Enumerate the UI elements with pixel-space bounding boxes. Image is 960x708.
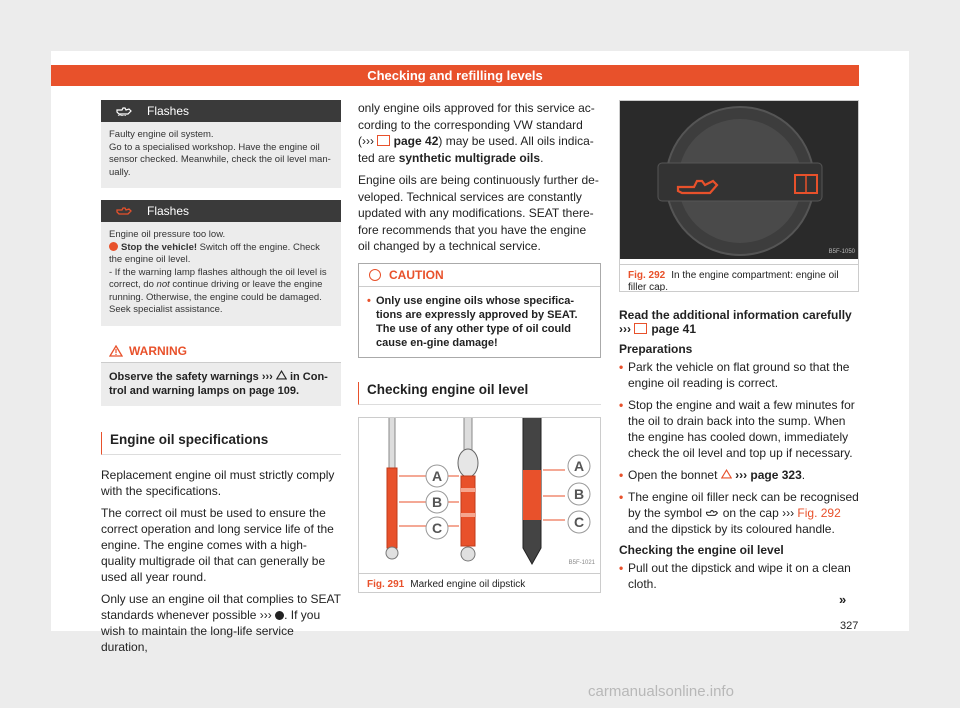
figure-code: B5F-1050 (828, 249, 855, 255)
caution-title: CAUTION (389, 267, 444, 282)
box1-line-1: Faulty engine oil system. (109, 129, 214, 140)
box1-line-2: Go to a specialised workshop. Have the engine oil sensor checked. Meanwhile, check the oil level man-ually. (109, 141, 331, 178)
column-3 (619, 100, 859, 598)
label-c-right: C (573, 513, 585, 530)
figure-caption: Fig. 292 In the engine compartment: engine oil filler cap. (620, 264, 858, 292)
continued-marker: » (839, 592, 847, 607)
figure-oil-cap (619, 100, 859, 292)
paragraph: Engine oils are being continuously further de-veloped. Technical services are constantly updated with any modifications. SEAT there-fore recommends that you have the engine oil changed by a technical service. (358, 173, 599, 253)
label-c-left: C (431, 519, 443, 536)
list-item: • The engine oil filler neck can be recognised by the symbol on the cap ››› Fig. 292 and the dipstick by its coloured handle. (619, 490, 859, 536)
book-icon (377, 135, 390, 146)
list-item: • Park the vehicle on flat ground so that the engine oil reading is correct. (619, 360, 850, 390)
flashes-box-1-body (101, 122, 341, 188)
label-a-left: A (431, 467, 443, 484)
figure-code: B5F-1021 (568, 559, 595, 566)
flashes-title-1: Flashes (147, 104, 190, 118)
stop-vehicle-text: Stop the vehicle! (121, 241, 198, 253)
list-item: • Open the bonnet ››› page 323. (619, 468, 806, 482)
flashes-box-2-header (101, 200, 341, 222)
book-icon (634, 323, 647, 334)
flashes-box-2-body: Engine oil pressure too low. Stop the vehicle! Switch off the engine. Check the engine oil level. - If the warning lamp flashes although the oil level is correct, do not continue driving or leave the engine running. Otherwise, the engine could be damaged. Seek specialist assistance. (101, 222, 341, 326)
preparations-heading: Preparations (619, 342, 693, 356)
column-1 (101, 100, 341, 661)
warning-title: WARNING (129, 343, 187, 358)
caution-header (359, 264, 600, 287)
label-b-right: B (573, 485, 585, 502)
warning-body: Observe the safety warnings ››› in Con-trol and warning lamps on page 109. (101, 363, 341, 406)
column-2 (358, 100, 601, 593)
fig-ref-292[interactable]: Fig. 292 (797, 506, 841, 520)
warning-triangle-icon (721, 469, 732, 479)
warning-triangle-icon (276, 370, 287, 380)
stop-indicator-icon (109, 242, 118, 251)
read-info: Read the additional information carefully ››› page 41 (619, 308, 852, 336)
flashes-box-1-header (101, 100, 341, 122)
section-heading-check-oil: Checking engine oil level (358, 382, 601, 405)
oil-filler-cap-photo (620, 101, 859, 259)
page-ref-41[interactable]: page 41 (651, 322, 697, 336)
caution-ref-icon (275, 611, 284, 620)
figure-caption: Fig. 291 Marked engine oil dipstick (359, 573, 600, 593)
label-a-right: A (573, 457, 585, 474)
dipstick-illustration (359, 418, 600, 568)
paragraph: The correct oil must be used to ensure the correct operation and long service life of the engine. The engine comes with a high-quality multigrade oil that can generally be used all year round. (101, 505, 334, 584)
figure-dipstick (358, 417, 601, 593)
paragraph: only engine oils approved for this service ac-cording to the corresponding VW standard (››› page 42) may be used. All oils indica-ted are synthetic multigrade oils. (358, 101, 595, 165)
caution-circle-icon (369, 269, 381, 281)
page-ref-42[interactable]: page 42 (393, 134, 439, 148)
list-item: • Pull out the dipstick and wipe it on a clean cloth. (619, 561, 851, 591)
paragraph: Only use an engine oil that complies to SEAT standards whenever possible ››› . If you wish to maintain the long-life service duration, (101, 591, 341, 654)
oil-can-icon (705, 509, 719, 517)
caution-box (358, 263, 601, 358)
caution-body: • Only use engine oils whose specifica-tions are expressly approved by SEAT. The use of any other type of oil could cause en-gine damage! (367, 294, 578, 349)
label-b-left: B (431, 493, 443, 510)
list-item: • Stop the engine and wait a few minutes for the oil to drain back into the sump. When the engine has cooled down, immediately check the oil level and top up if necessary. (619, 398, 855, 460)
flashes-title-2: Flashes (147, 204, 190, 218)
checking-heading: Checking the engine oil level (619, 543, 784, 557)
watermark: carmanualsonline.info (588, 683, 734, 700)
warning-triangle-icon (109, 345, 123, 357)
oil-can-icon (101, 206, 147, 216)
warning-header (101, 340, 341, 363)
oil-can-sensor-icon (101, 106, 147, 116)
box2-line-1: Engine oil pressure too low. (109, 229, 226, 240)
page-ref-323[interactable]: ››› page 323 (735, 468, 802, 482)
section-heading-oil-specs: Engine oil specifications (101, 432, 341, 455)
page-number: 327 (840, 620, 859, 632)
page-header: Checking and refilling levels (51, 65, 859, 86)
paragraph: Replacement engine oil must strictly comply with the specifications. (101, 467, 335, 498)
